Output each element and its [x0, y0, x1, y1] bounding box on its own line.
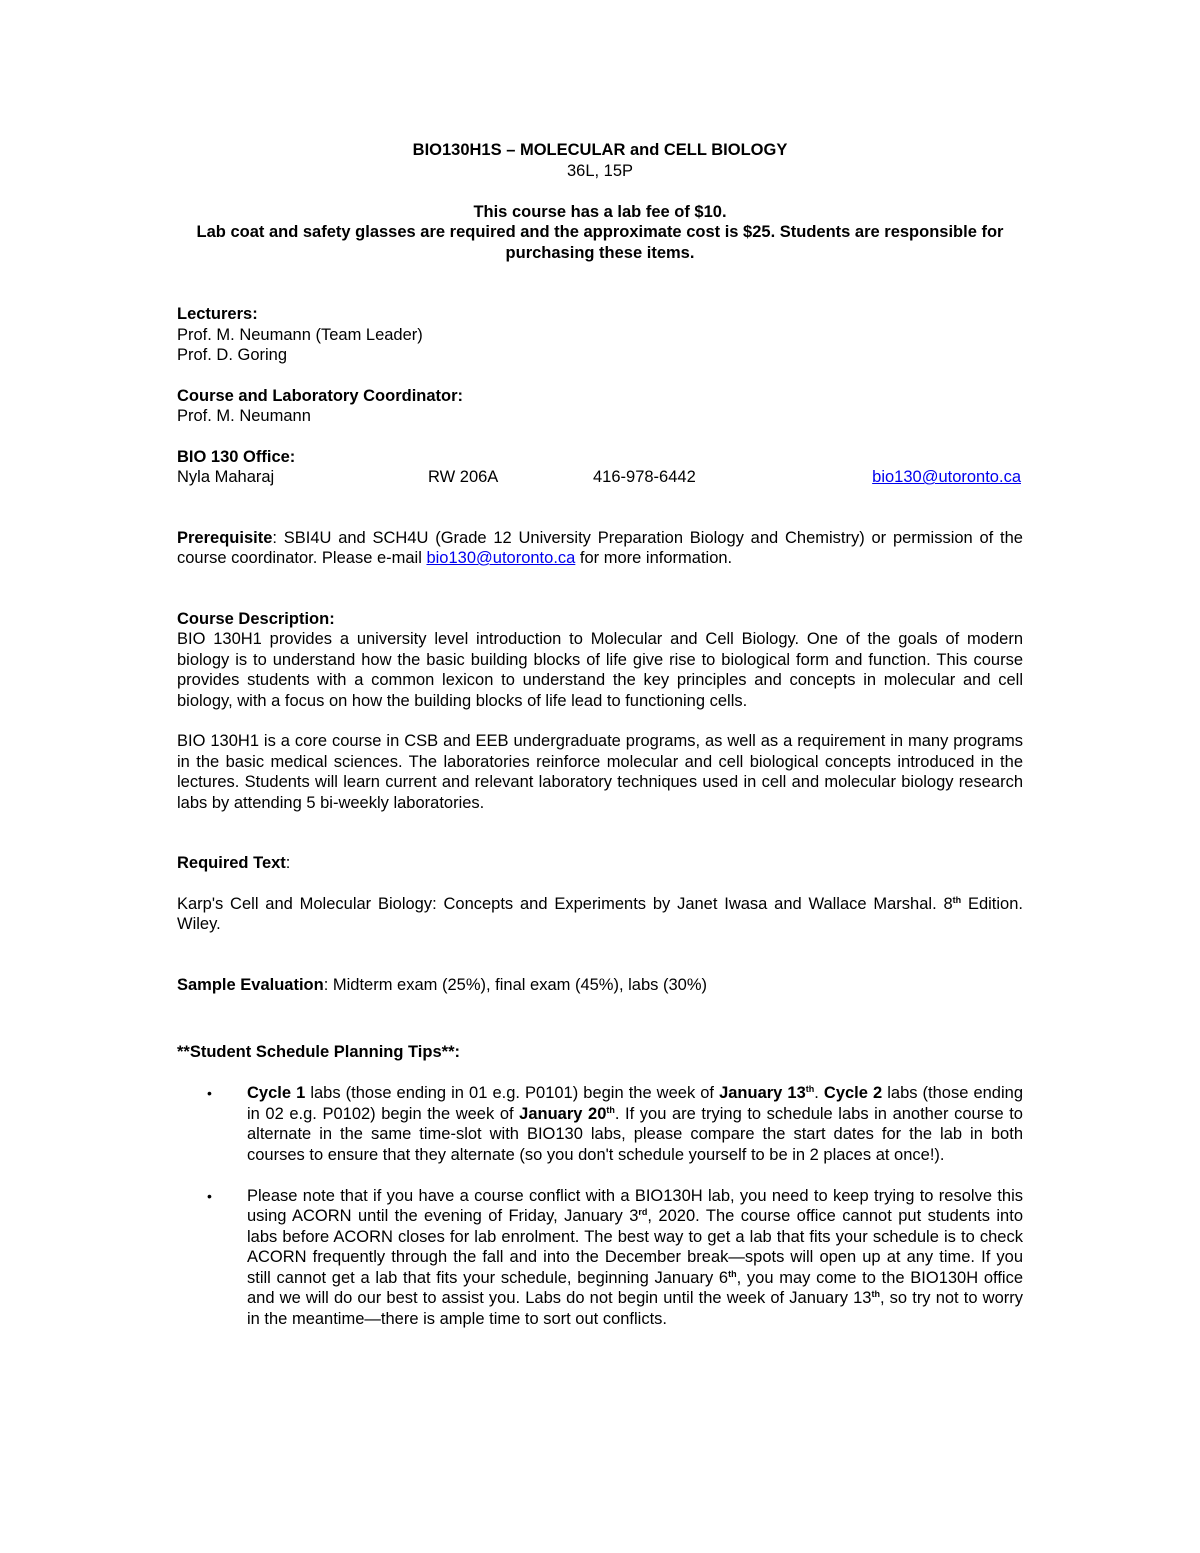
course-title: BIO130H1S – MOLECULAR and CELL BIOLOGY [412, 141, 788, 159]
evaluation-text: : Midterm exam (25%), final exam (45%), labs (30%) [323, 975, 708, 994]
lab-fee-notice: This course has a lab fee of $10. [473, 202, 727, 221]
lecturers-section [177, 304, 1023, 366]
lecturers-heading: Lecturers: [177, 305, 258, 323]
office-contact-row [177, 467, 1023, 488]
prerequisite-text-end: for more information. [575, 549, 733, 567]
evaluation-label: Sample Evaluation [177, 975, 324, 994]
required-text-colon: : [285, 854, 291, 872]
course-description-section [177, 609, 1023, 814]
coordinator-heading: Course and Laboratory Coordinator: [177, 386, 464, 405]
schedule-tips-heading: **Student Schedule Planning Tips**: [177, 1043, 460, 1061]
schedule-tips-section [177, 1042, 1023, 1329]
office-section [177, 447, 1023, 488]
course-description-heading: Course Description: [177, 609, 335, 628]
office-heading: BIO 130 Office: [177, 447, 296, 466]
evaluation-line [177, 975, 1023, 996]
course-hours: 36L, 15P [566, 161, 634, 180]
course-description-paragraph: BIO 130H1 is a core course in CSB and EEB undergraduate programs, as well as a requirement in many programs in the basic medical sciences. The laboratories reinforce molecular and cell biological concepts introduced in the lectures. Students will learn current and relevant laboratory techniques used in cell and molecular biology research labs by attending 5 bi-weekly laboratories. [177, 732, 1023, 812]
prerequisite-paragraph [177, 528, 1023, 569]
list-item: • Cycle 1 labs (those ending in 01 e.g. P0101) begin the week of January 13th. Cycle 2 labs (those ending in 02 e.g. P0102) begin the week of January 20th. If you are trying to schedule labs in another course to alternate in the same time-slot with BIO130 labs, please compare the start dates for the lab in both courses to ensure that they alternate (so you don't schedule yourself to be in 2 places at once!). [207, 1084, 1023, 1164]
header [177, 140, 1023, 263]
bullet-icon: • [207, 1085, 212, 1101]
course-description-paragraph: BIO 130H1 provides a university level introduction to Molecular and Cell Biology. One of the goals of modern biology is to understand how the basic building blocks of life give rise to biological form and function. This course provides students with a common lexicon to understand the key principles and concepts in molecular and cell biology, with a focus on how the building blocks of life lead to functioning cells. [177, 630, 1023, 710]
prerequisite-label: Prerequisite [177, 528, 273, 547]
required-textbook: Karp's Cell and Molecular Biology: Concepts and Experiments by Janet Iwasa and Wallace Marshal. 8th Edition. Wiley. [177, 894, 1023, 933]
lab-coat-notice: Lab coat and safety glasses are required and the approximate cost is $25. Students are responsible for purchasing these items. [196, 223, 1004, 262]
coordinator-section [177, 386, 1023, 427]
document-page [177, 140, 1023, 1329]
office-room: RW 206A [428, 468, 499, 486]
prerequisite-email-link[interactable]: bio130@utoronto.ca [426, 549, 576, 567]
required-text-label: Required Text [177, 854, 286, 872]
lecturer-name: Prof. M. Neumann (Team Leader) [177, 325, 423, 344]
bullet-icon: • [207, 1187, 212, 1204]
prerequisite-text: : SBI4U and SCH4U (Grade 12 University Preparation Biology and Chemistry) or permission of the course coordinator. Please e-mail [177, 528, 1023, 567]
office-phone: 416-978-6442 [593, 468, 696, 486]
office-staff-name: Nyla Maharaj [177, 468, 275, 486]
required-text-section [177, 853, 1023, 935]
office-email-link[interactable]: bio130@utoronto.ca [872, 468, 1021, 486]
schedule-tips-list [177, 1083, 1023, 1329]
coordinator-name: Prof. M. Neumann [177, 407, 311, 425]
list-item: • Please note that if you have a course conflict with a BIO130H lab, you need to keep trying to resolve this using ACORN until the evening of Friday, January 3rd, 2020. The course office cannot put students into labs before ACORN closes for lab enrolment. The best way to get a lab that fits your schedule is to check ACORN frequently through the fall and into the December break—spots will open up at any time. If you still cannot get a lab that fits your schedule, beginning January 6th, you may come to the BIO130H office and we will do our best to assist you. Labs do not begin until the week of January 13th, so try not to worry in the meantime—there is ample time to sort out conflicts. [207, 1186, 1023, 1328]
lecturer-name: Prof. D. Goring [177, 346, 288, 364]
